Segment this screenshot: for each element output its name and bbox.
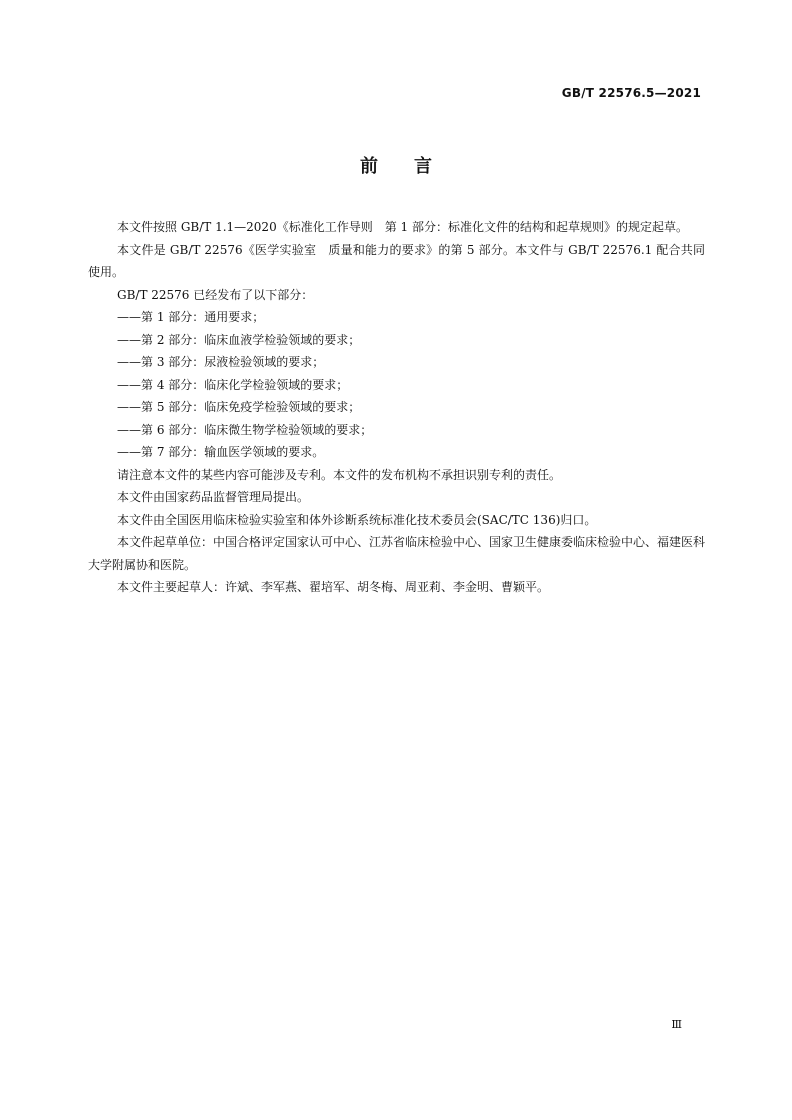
paragraph-committee: 本文件由全国医用临床检验实验室和体外诊断系统标准化技术委员会(SAC/TC 136)归口。 [117,512,597,527]
standard-code: GB/T 22576.5—2021 [561,86,701,100]
list-item: ——第 6 部分：临床微生物学检验领域的要求； [117,422,373,437]
paragraph-proposer: 本文件由国家药品监督管理局提出。 [117,490,310,504]
page-title: 前 言 [360,156,432,177]
list-item: ——第 1 部分：通用要求； [117,310,265,324]
foreword-body [88,216,705,599]
list-item: ——第 4 部分：临床化学检验领域的要求； [117,377,349,392]
paragraph-drafting-rules: 本文件按照 GB/T 1.1—2020《标准化工作导则 第 1 部分：标准化文件的结构和起草规则》的规定起草。 [117,220,688,234]
paragraph-part-relation: 本文件是 GB/T 22576《医学实验室 质量和能力的要求》的第 5 部分。本文件与 GB/T 22576.1 配合共同使用。 [88,242,705,279]
list-item: ——第 2 部分：临床血液学检验领域的要求； [117,332,361,347]
paragraph-parts-intro: GB/T 22576 已经发布了以下部分： [117,287,314,302]
list-item: ——第 3 部分：尿液检验领域的要求； [117,355,325,369]
list-item: ——第 7 部分：输血医学领域的要求。 [117,445,325,459]
list-item: ——第 5 部分：临床免疫学检验领域的要求； [117,400,361,414]
page-number: Ⅲ [671,1018,682,1031]
paragraph-patent-notice: 请注意本文件的某些内容可能涉及专利。本文件的发布机构不承担识别专利的责任。 [117,467,562,482]
paragraph-drafting-units: 本文件起草单位：中国合格评定国家认可中心、江苏省临床检验中心、国家卫生健康委临床检验中心、福建医科大学附属协和医院。 [88,535,706,572]
parts-list [88,306,705,464]
paragraph-drafters: 本文件主要起草人：许斌、李军燕、翟培军、胡冬梅、周亚莉、李金明、曹颖平。 [117,580,550,594]
